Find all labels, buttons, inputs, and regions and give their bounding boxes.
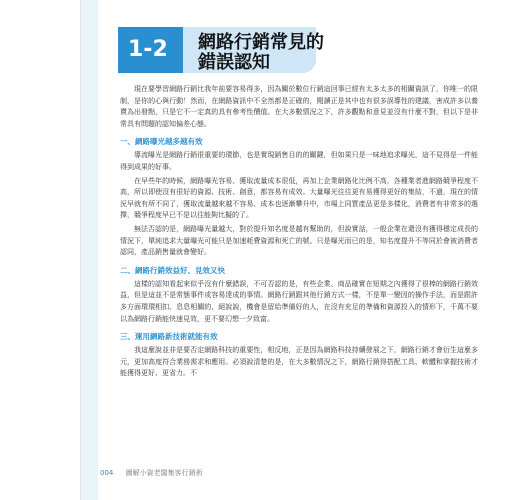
chapter-title-line-1: 網路行銷常見的 [198,32,324,53]
body-paragraph: 無法否認的是，網路曝光量越大，對於提升知名度是越有幫助的，但說實話，一般企業在還沒有獲得穩定成長的情況下，單純追求大量曝光可能只是加速耗費資源和死亡的號。只是曝光而已的是，知名度提升不等同於會被消費者認同，產品銷售量就會變好。 [120,224,478,257]
intro-paragraph: 現在要學習網路行銷比我年前要容易得多，因為關於數位行銷這回事已經有太多太多的相關資訊了，你唯一的限制，是你的心與行動！然而，在網路資訊中不全然都是正確的，閱讀正是其中也有很多誤導性的建議，害成許多以養賣為出發點，只是它不一定真的具有參考性價值。在大多數情況之下，許多觀點和意見並沒有什麼不對，但以下是非常具有問題的認知偏差心態。 [120,85,478,128]
page-content [120,84,478,382]
section-heading: 二、網路行銷效益好、見效又快 [120,265,225,275]
body-paragraph: 這樣的認知看起來似乎沒有什麼錯誤，不可否認的是，有些企業、商品確實在短期之內獲得了很棒的網路行銷效益，但是這並不是常態事件或容易達成的事情。網路行銷跟其他行銷方式一樣，不是單一變因的操作手法，而是跟許多方面環環相扣、息息相關的，絕說說，機會是留給準備好的人，在沒有充足的準備和資源投入的情形下，千萬不要以為網路行銷能快速見效，更不要幻想一夕致富。 [120,279,478,323]
section-heading: 三、運用網路新技術就能有效 [120,332,218,342]
body-paragraph: 在早些年的時候，網路曝光容易、獲取流量成本很低，再加上企業網路化比例不高，各種業者進網路競爭程度不高，所以即使沒有很好的資源、技術、創意，都容易有成效。大量曝光往往更有易獲得更好的集結，不過，現在的情況早就有所不同了，獲取流量越來越不容易、成本也逐漸攀升中，市場上同質產品更是多樣化，消費者有非常多的選擇，競爭程度早已不是以往能夠比擬的了。 [120,176,478,220]
page-margin-band [81,0,98,500]
chapter-number: 1-2 [128,37,168,62]
page-number: 004 [100,469,114,477]
section-heading: 一、網路曝光越多越有效 [120,137,203,147]
chapter-title-line-2: 錯誤認知 [198,52,270,73]
chapter-title [198,33,348,73]
page-footer [100,467,203,479]
body-paragraph: 我這麼說並非是要否定網路科技的重要性，相反地，正是因為網路科技持續發展之下，網路行銷才會衍生這麼多元，更加高度符合業務需求和應用。必須說清楚的是，在大多數情況之下，網路行銷得搭配工具、軟體和掌握技術才能獲得更好、更省力。不 [120,346,478,378]
body-paragraph: 導流曝光是網路行銷很重要的環節，也是實現銷售目的的關鍵，但如果只是一味地追求曝光，這不見得是一件能得到成果的好事。 [120,151,478,171]
book-title: 圖解小資老闆集客行銷術 [125,469,203,477]
